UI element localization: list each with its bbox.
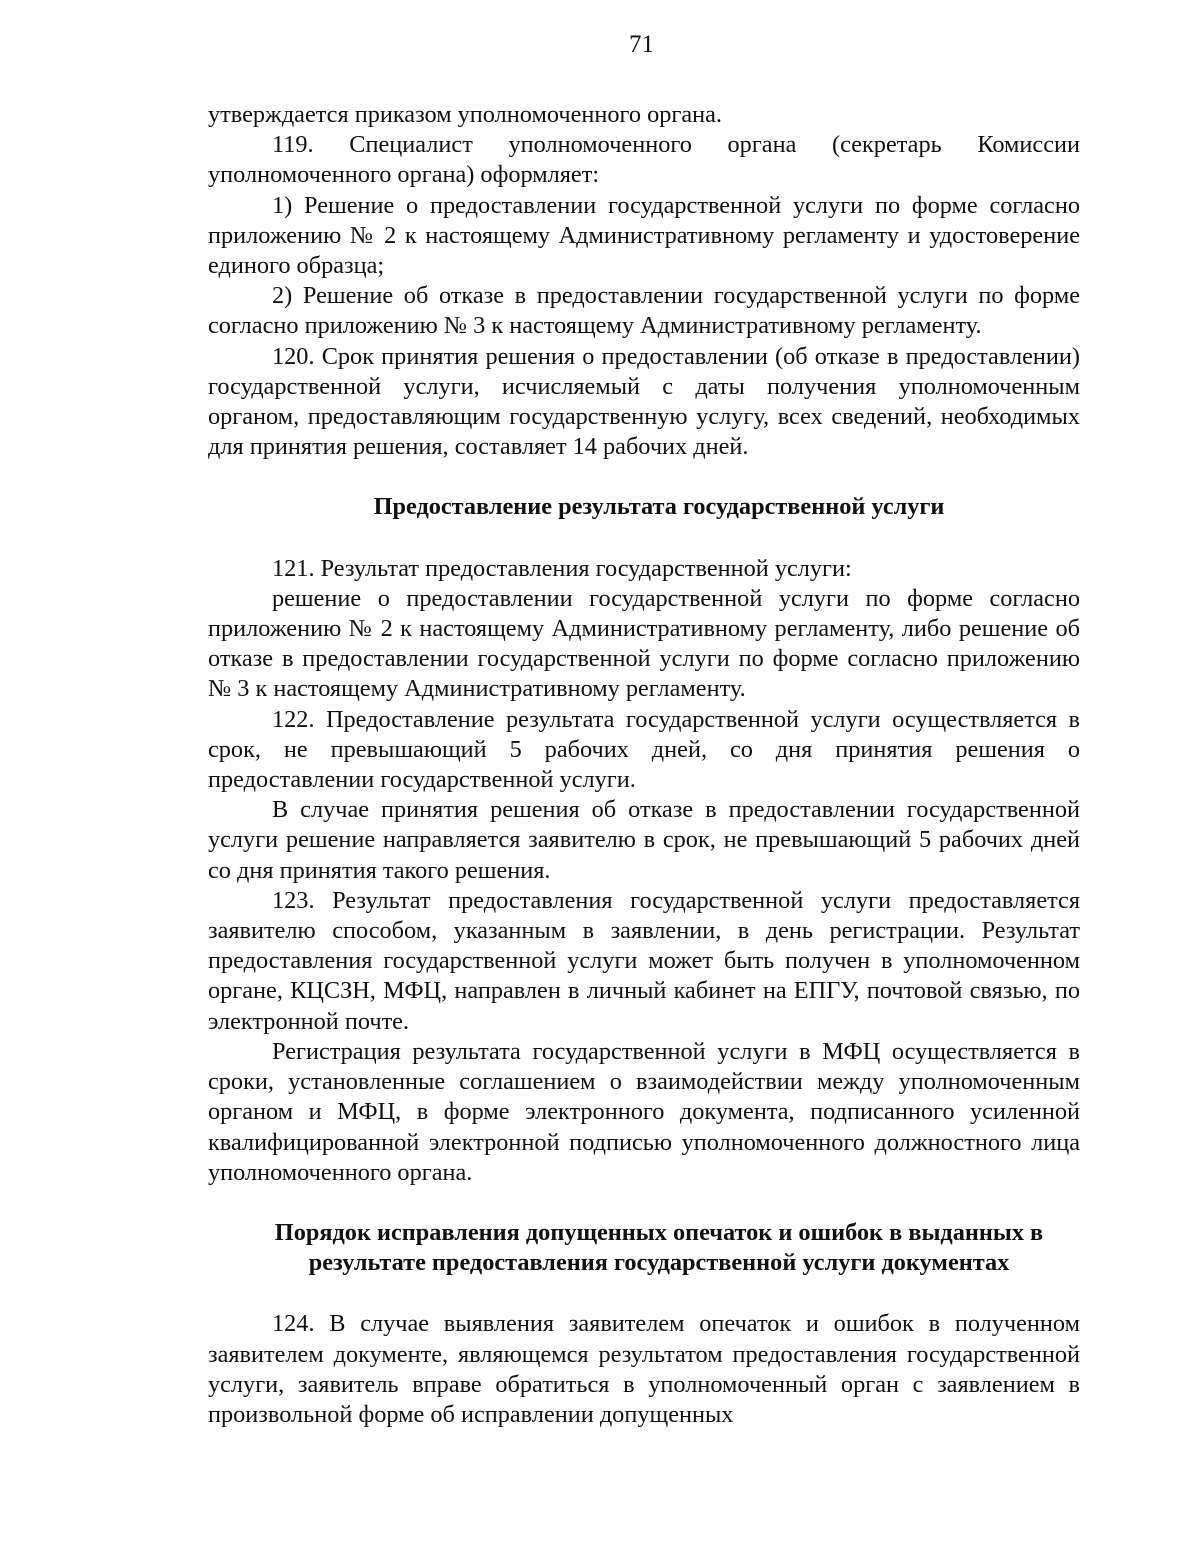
paragraph-123: 123. Результат предоставления государственной услуги предоставляется заявителю способом, указанным в заявлении, в день регистрации. Результат предоставления государственной услуги может быть получен в уполномоченном органе, КЦСЗН, МФЦ, направлен в личный кабинет на ЕПГУ, почтовой связью, по электронной почте. [208,886,1080,1035]
paragraph-119: 119. Специалист уполномоченного органа (секретарь Комиссии уполномоченного органа) оформляет: [208,131,1080,189]
paragraph-120: 120. Срок принятия решения о предоставлении (об отказе в предоставлении) государственной услуги, исчисляемый с даты получения уполномоченным органом, предоставляющим государственную услугу, всех сведений, необходимых для принятия решения, составляет 14 рабочих дней. [208,342,1080,461]
paragraph-119-item-1: 1) Решение о предоставлении государственной услуги по форме согласно приложению № 2 к настоящему Административному регламенту и удостоверение единого образца; [208,191,1080,280]
paragraph-continuation: утверждается приказом уполномоченного органа. [208,101,722,128]
paragraph-121-text: решение о предоставлении государственной услуги по форме согласно приложению № 2 к настоящему Административному регламенту, либо решение об отказе в предоставлении государственной услуги по форме согласно приложению № 3 к настоящему Административному регламенту. [208,584,1080,703]
paragraph-122-refusal: В случае принятия решения об отказе в предоставлении государственной услуги решение направляется заявителю в срок, не превышающий 5 рабочих дней со дня принятия такого решения. [208,796,1080,884]
page-number: 71 [629,31,654,58]
paragraph-124: 124. В случае выявления заявителем опечаток и ошибок в полученном заявителем документе, являющемся результатом предоставления государственной услуги, заявитель вправе обратиться в уполномоченный орган с заявлением в произвольной форме об исправлении допущенных [208,1310,1080,1428]
paragraph-119-item-2: 2) Решение об отказе в предоставлении государственной услуги по форме согласно приложению № 3 к настоящему Административному регламенту. [208,282,1080,340]
document-body [208,100,1080,1430]
paragraph-122: 122. Предоставление результата государственной услуги осуществляется в срок, не превышающий 5 рабочих дней, со дня принятия решения о предоставлении государственной услуги. [208,705,1080,794]
paragraph-121: 121. Результат предоставления государственной услуги: [272,554,852,582]
section-heading-result: Предоставление результата государственной услуги [373,493,945,521]
section-heading-corrections: Порядок исправления допущенных опечаток и ошибок в выданных в результате предоставления государственной услуги документах [274,1218,1044,1277]
paragraph-123-registration: Регистрация результата государственной услуги в МФЦ осуществляется в сроки, установленные соглашением о взаимодействии между уполномоченным органом и МФЦ, в форме электронного документа, подписанного усиленной квалифицированной электронной подписью уполномоченного должностного лица уполномоченного органа. [208,1037,1080,1186]
